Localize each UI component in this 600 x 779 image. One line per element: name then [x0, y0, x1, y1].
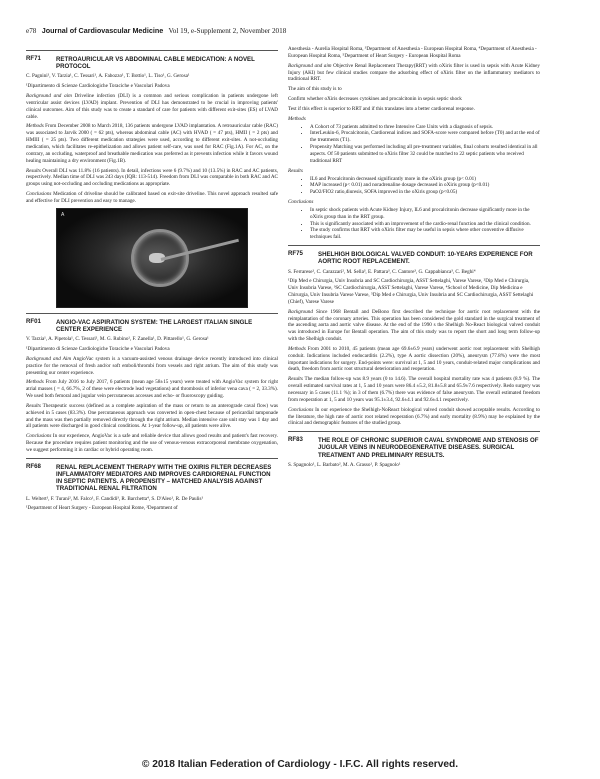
affiliation: ¹Department of Heart Surgery - European Hospital Rome, ²Department of	[26, 505, 178, 512]
methods-paragraph: Methods From 2001 to 2010, 45 patients (mean age 69.6±6.9 years) underwent aortic root replacement with Shelhigh conduit. Indications included endocarditis (2.2%), type A aortic dissection (20%), aneurysm (77.8%) were the most important indications for surgery. End-points were: survival at 1, 5 and 10 years, conduit-related major complications and death, freedom from aortic root structural deterioration and reoperation.	[288, 345, 540, 373]
methods-paragraph: Methods From December 2008 to March 2018, 136 patients undergone LVAD implantation. A retroauricular cable (RAC) was associated to Jarvik 2000 ( = 62 pts), whereas abdominal cable (AC) with HVAD ( = 47 pts), HMII ( = 2 pts) and HMIII ( = 25 pts). Two different medication strategies were used, according to different exit-sites. A not-occluding medication, which facilitates re-epithelization and allows patient self-care, was used for RAC (Fig.1A). For AC, on the contrary, an occluding, waterproof and breathable medication was preferred as it prevents infection while it favors wound healing maintaining a dry environment (Fig.1B).	[26, 123, 278, 164]
abstract-heading-rf75	[288, 251, 540, 265]
methods-subheading: Methods	[288, 115, 306, 122]
abstract-id: RF75	[288, 250, 303, 258]
clinical-photo	[56, 208, 248, 308]
methods-paragraph: Methods From July 2016 to July 2017, 6 patients (mean age 58±15 years) were treated with AngioVac system for right atrial masses ( = 4, 66.7%, 2 of these were electrode lead vegetations) and thrombosis of inferior vena cava ( = 2, 33.3%). We used both femoral and jugular vein percutaneous accesses and echo- or fluoroscopy guiding.	[26, 379, 278, 400]
background-paragraph: Background Since 1968 Bentall and DeBono first described the technique for aortic root replacement with the reimplantation of the coronary arteries. This operation has been considered the gold standard in the surgical treatment of the ascending aorta and aortic valve disease. At the end of the 1990 s the Shelhigh No-React biological valved conduit was introduced in Europe for Bentall operation. The aim of this study was to report the short and long term follow-up with the Shelhigh conduit.	[288, 308, 540, 343]
divider	[288, 431, 540, 432]
abstract-title: THE ROLE OF CHRONIC SUPERIOR CAVAL SYNDROME AND STENOSIS OF JUGULAR VEINS IN NEURODEGENERATIVE DISEASES. SURGICAL TREATMENT AND PRELIMINARY RESULTS.	[318, 437, 539, 459]
authors: V. Tarzia¹, A. Pipetola¹, C. Tessari¹, M. G. Rubino¹, F. Zanella¹, D. Pittarello¹, G. Gerosa¹	[26, 336, 209, 343]
abstract-id: RF01	[26, 317, 41, 325]
page-number: e78	[26, 27, 37, 35]
abstract-heading-rf01	[26, 319, 278, 333]
conclusions-paragraph: Conclusions Medication of driveline should be calibrated based on exit-site driveline. This novel approach resulted safe and effective for DLI prevention and easy to manage.	[26, 191, 278, 204]
abstract-id: RF83	[288, 436, 303, 444]
results-paragraph: Results The median follow-up was 8.9 years (0 to 14.6). The overall hospital mortality rate was 4 patients (8.9 %). The overall estimated survival rates at 1, 5 and 10 years were 86.4 ±5.2, 81.8±5.8 and 65.9±7.6 respectively. Redo surgery was necessary in 5 cases (11.1 %); in 3 of them (6.7%) there was evidence of false aneurysm. The overall estimated freedom from reoperation at 1, 5 and 10 years was 95.1±3.4, 92.6±4.1 and 92.6±4.1 respectively.	[288, 376, 540, 403]
list-item: • This is significantly associated with an improvement of the cardio-renal function and the clinical condition.	[310, 221, 540, 228]
authors: S. Spagnolo¹, L. Barbato², M. A. Grasso¹, P. Spagnolo¹	[288, 461, 401, 468]
abstract-id: RF68	[26, 462, 41, 470]
conclusions-list	[288, 207, 540, 241]
abstract-id: RF71	[26, 55, 41, 62]
abstract-title: RENAL REPLACEMENT THERAPY WITH THE OXIRIS FILTER DECREASES INFLAMMATORY MEDIATORS AND IMPROVES CARDIORENAL FUNCTION IN SEPTIC PATIENTS. A PROPENSITY – MATCHED ANALYSIS AGAINST TRADITIONAL RENAL FILTRATION	[56, 463, 272, 493]
affiliation: ¹Dipartimento di Scienze Cardiologiche Toraciche e Vascolari Padova	[26, 83, 170, 90]
list-item: • PaO2/FIO2 ratio,diuresis, SOFA improved in the oXiris group (p<0.05)	[310, 189, 540, 196]
list-item: • IL6 and Procalcitonin decreased significantly more in the oXiris group (p< 0.01)	[310, 176, 540, 183]
background-paragraph: Background and aim Driveline infection (DLI) is a common and serious complication in patients undergone left ventricular assist devices (LVAD) implant. Prevention of DLI has demonstrated to be crucial in improving patients' clinical outcomes. Aim of this study was to create a standard of care for patients with different exit-sites (ES) of LVAD cable.	[26, 93, 278, 120]
page-header	[26, 26, 286, 36]
background-paragraph: Background and aim Objective Renal Replacement Therapy(RRT) with oXiris filter is used in sepsis with Acute Kidney Injury (AKI) but few clinical studies compare the adsorbing effect of oXiris filter on the inflammatory mediators to traditional RRT.	[288, 62, 540, 83]
divider	[26, 50, 278, 51]
abstract-title: RETROAURICULAR VS ABDOMINAL CABLE MEDICATION: A NOVEL PROTOCOL	[56, 56, 255, 71]
affiliation-continued: Anesthesia - Aurelia Hospital Roma, ³Department of Anesthesia - European Hospital Roma, ⁴Department of Anesthesia - European Hospital Roma, ⁵Department of Heart Surgery - European Hospital Roma	[288, 46, 537, 59]
list-item: • MAP increased (p< 0.01) and noradrenaline dosage decreased in oXiris group (p<0.01)	[310, 182, 540, 189]
list-item: • Propensity Matching was performed including all pre-treatment variables, final cohorts resulted identical in all aspects. Of 50 patients submitted to oXiris filter 32 could be matched to 22 septic patients who received traditional RRT	[310, 144, 540, 165]
abstract-title: ANGIO-VAC ASPIRATION SYSTEM: THE LARGEST ITALIAN SINGLE CENTER EXPERIENCE	[56, 318, 253, 333]
results-paragraph: Results Overall DLI was 11.8% (16 patients). In detail, infections were 6 (9.7%) and 10 (13.5%) in RAC and AC patients, respectively. Median time of DLI was 243 days (IQR: 113-514). Freedom from DLI was comparable in both RAC and AC groups using not-occluding and occluding medications as appropriate.	[26, 167, 278, 188]
methods-list	[288, 124, 540, 165]
conclusions-paragraph: Conclusions In our experience the Shelhigh-NoReact biological valved conduit showed acceptable results. According to the literature, the high rate of aortic root related reoperation (6.7%) and early mortality (8.9%) may be explained by the clinical and demographic features of the studied group.	[288, 406, 540, 427]
conclusions-paragraph: Conclusions In our experience, AngioVac is a safe and reliable device that allows good results and patient's fast recovery. Because the procedure requires patient monitoring and the use of venous-venous extracorporeal membrane oxygenation, we suggest performing it in cardiac or hybrid operating room.	[26, 433, 278, 453]
divider	[26, 458, 278, 459]
authors: S. Ferrarese¹, C. Carazzari², M. Sella³, E. Pattara³, C. Cantore³, G. Cappabianca³, C. Beghi⁴	[288, 268, 476, 275]
authors: C. Pagnini¹, V. Tarzia¹, C. Tessari¹, A. Fabozzo¹, T. Bottio¹, L. Tiso¹, G. Gerosa¹	[26, 73, 190, 80]
abstract-heading-rf68	[26, 464, 278, 493]
results-paragraph: Results Therapeutic success (defined as a complete aspiration of the mass or return to an anterograde caval flow) was achieved in 5 cases (83.3%). One percutaneous approach was converted in open-chest because of pericardial tamponade and the mass was then partially removed directly through the right atrium. Median intensive care unit stay was 1 day and all patients were discharged in good clinical conditions. At 1-year follow-up, all patients were alive.	[26, 402, 278, 430]
list-item: • In septic shock patients with Acute Kidney Injury, IL6 and procalcitonin decrease significantly more in the oXiris group than in the RRT group.	[310, 207, 540, 221]
journal-name: Journal of Cardiovascular Medicine	[41, 26, 164, 35]
results-list	[288, 176, 540, 197]
left-column	[26, 46, 278, 515]
aim-line: Test if this effect is superior to RRT and if this translates into a better cardiorenal response.	[288, 105, 475, 112]
abstract-title: SHELHIGH BIOLOGICAL VALVED CONDUIT: 10-YEARS EXPERIENCE FOR AORTIC ROOT REPLACEMENT.	[318, 251, 533, 266]
affiliation: ¹Dipartimento di Scienze Cardiologiche Toraciche e Vascolari Padova	[26, 346, 170, 352]
aim-line: The aim of this study is to	[288, 86, 342, 93]
list-item: • InterLeukin-6, Procalcitonin, Cardiorenal indices and SOFA-score were compared before (T0) and at the end of the treatments (T1).	[310, 130, 540, 144]
results-subheading: Results	[288, 167, 303, 174]
copyright-footer: © 2018 Italian Federation of Cardiology - I.F.C. All rights reserved.	[141, 759, 459, 770]
right-column	[288, 46, 540, 472]
list-item: • A Cohort of 73 patients admitted to three Intensive Care Units with a diagnosis of sepsis.	[310, 124, 540, 131]
background-paragraph: Background and Aim AngioVac system is a vacuum-assisted venous drainage device recently introduced into clinical practice for the removal of fresh and/or soft emboli/thrombi from vessels and right atrium. The aim of this study was presenting our center experience.	[26, 355, 278, 376]
divider	[26, 313, 278, 314]
list-item: • The study confirms that RRT with oXiris filter may be useful in sepsis where other conventive diffusive techniques fail.	[310, 227, 540, 241]
abstract-heading-rf83	[288, 437, 540, 459]
conclusions-subheading: Conclusions	[288, 199, 314, 206]
abstract-heading-rf71	[26, 56, 278, 70]
aim-line: Confirm whether oXiris decreases cytokines and procalcitonin in sepsis septic shock	[288, 96, 462, 103]
journal-issue: Vol 19, e-Supplement 2, November 2018	[168, 27, 287, 35]
authors: L. Weltert¹, F. Turani², M. Falco¹, F. Candidi³, R. Barchetta⁴, S. D'Aleo¹, R. De Paulis¹	[26, 495, 203, 502]
figure-label: A	[61, 211, 65, 218]
divider	[288, 245, 540, 246]
affiliation: ¹Dip Med e Chirurgia, Univ Insubria and SC Cardiochirurgia, ASST Settelaghi, Varese Varese, ²Dip Med e Chirurgia, Univ Insubria Varese, ³SC Cardiochirurgia, ASST Settelaghi, Varese Varese, ⁴School of Medicine, Dip Medicina e Chirurgia, Univ Insubria Varese Varese, ⁵Dip Med e Chirurgia, Univ Insubria and SC Cardiochirurgia, ASST Settelaghi (Chief), Varese Varese	[288, 278, 534, 305]
